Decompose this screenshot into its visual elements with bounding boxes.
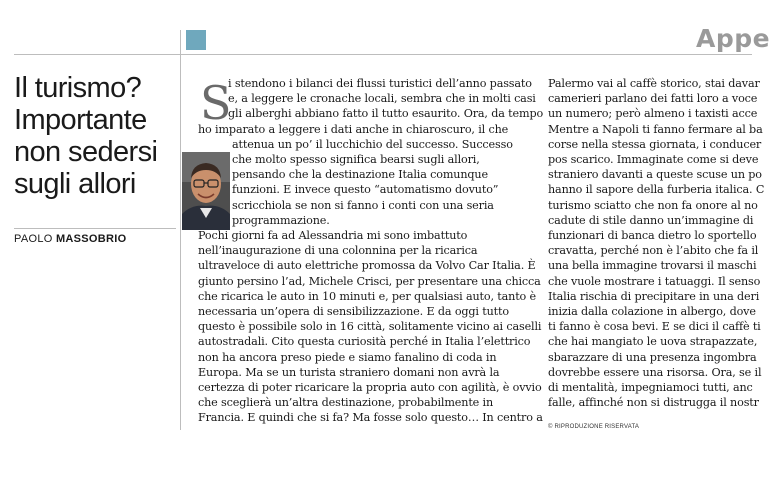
article-line: i stendono i bilanci dei flussi turistici dell’anno passato (228, 77, 532, 90)
article-line: pensando che la destinazione Italia comunque (232, 168, 488, 182)
section-marker-square (186, 30, 206, 50)
article-line: inizia dalla colazione in albergo, dove (548, 305, 756, 318)
article-line: non ha ancora preso piede e siamo fanalino di coda in (198, 350, 497, 364)
author-photo (182, 152, 230, 230)
byline-rule (14, 228, 176, 229)
article-line: attenua un po’ il lucchichio del successo. Successo (232, 137, 513, 151)
author-first-name: PAOLO (14, 233, 53, 245)
column-divider (180, 30, 181, 430)
article-line: questo è possibile solo in 16 città, solitamente vicino ai caselli (198, 320, 542, 334)
article-line: Pochi giorni fa ad Alessandria mi sono imbattuto (198, 229, 468, 242)
article-line: Palermo vai al caffè storico, stai davar (548, 77, 760, 90)
headline (14, 72, 174, 200)
article-line: cravatta, perché non è l’abito che fa il (548, 244, 759, 258)
article-line: di mentalità, impegniamoci tutti, anc (548, 381, 753, 394)
article-line: che molto spesso significa bearsi sugli allori, (232, 153, 480, 166)
article-line: pos scarico. Immaginate come si deve (548, 153, 759, 166)
byline (14, 233, 127, 245)
article-line: falle, affinché non si distrugga il nostr (548, 396, 759, 410)
article-line: turismo sciatto che non fa onore al no (548, 198, 758, 212)
article-line: giunto persino l’ad, Michele Crisci, per presentare una chicca (198, 274, 541, 288)
headline-line: sugli allori (14, 168, 136, 200)
article-line: ti fanno è cosa bevi. E se dici il caffè ti (548, 320, 761, 334)
article-line: straniero davanti a queste scuse un po (548, 168, 762, 182)
article-line: una bella immagine trovarsi il maschi (548, 259, 757, 273)
article-line: dovrebbe essere una risorsa. Ora, se il (548, 365, 762, 379)
drop-cap: S (200, 76, 232, 130)
article-line: e, a leggere le cronache locali, sembra che in molti casi (228, 92, 536, 106)
article-line: gli alberghi abbiano fatto il tutto esaurito. Ora, da tempo (228, 107, 544, 121)
article-line: sbarazzare di una presenza ingombra (548, 350, 757, 364)
article-line: camerieri parlano dei fatti loro a voce (548, 92, 758, 106)
article-line: ho imparato a leggere i dati anche in chiaroscuro, il che (198, 122, 509, 136)
article-line: Europa. Ma se un turista straniero domani non avrà la (198, 365, 500, 379)
article-line: un numero; però almeno i taxisti acce (548, 107, 758, 121)
article-line: corse nella stessa giornata, i conducer (548, 137, 762, 151)
article-line: nell’inaugurazione di una colonnina per la ricarica (198, 244, 478, 258)
article-line: scricchiola se non si fanno i conti con una seria (232, 198, 494, 212)
article-line: hanno il sapore della furberia italica. C (548, 183, 765, 197)
article-line: ultraveloce di auto elettriche promossa da Volvo Car Italia. È (198, 259, 536, 273)
article-line: che sceglierà un’altra destinazione, probabilmente in (198, 396, 494, 410)
top-rule (14, 54, 752, 55)
headline-line: non sedersi (14, 136, 158, 168)
headline-line: Il turismo? (14, 72, 142, 104)
author-last-name: MASSOBRIO (55, 233, 127, 245)
article-line: funzionari di banca dietro lo sportello (548, 229, 757, 242)
article-line: autostradali. Cito questa curiosità perché in Italia l’elettrico (198, 335, 531, 349)
article-line: Francia. E quindi che si fa? Ma fosse solo questo… In centro a (198, 411, 543, 425)
headline-line: Importante (14, 104, 147, 136)
article-line: che ricarica le auto in 10 minuti e, per qualsiasi auto, tanto è (198, 289, 536, 303)
article-line: che hai mangiato le uova strapazzate, (548, 335, 758, 349)
article-line: che vuole mostrare i tatuaggi. Il senso (548, 274, 761, 288)
article-line: programmazione. (232, 213, 330, 227)
section-title: Appe (696, 24, 770, 53)
article-line: funzioni. E invece questo “automatismo dovuto” (232, 183, 499, 197)
article-line: certezza di poter ricaricare la propria auto con agilità, è ovvio (198, 381, 542, 394)
article-line: Italia rischia di precipitare in una deri (548, 289, 760, 303)
article-line: Mentre a Napoli ti fanno fermare al ba (548, 122, 763, 136)
article-line: cadute di stile danno un’immagine di (548, 213, 754, 227)
article-line: necessaria un’opera di sensibilizzazione. E da oggi tutto (198, 305, 509, 318)
copyright-notice: © RIPRODUZIONE RISERVATA (548, 424, 640, 430)
